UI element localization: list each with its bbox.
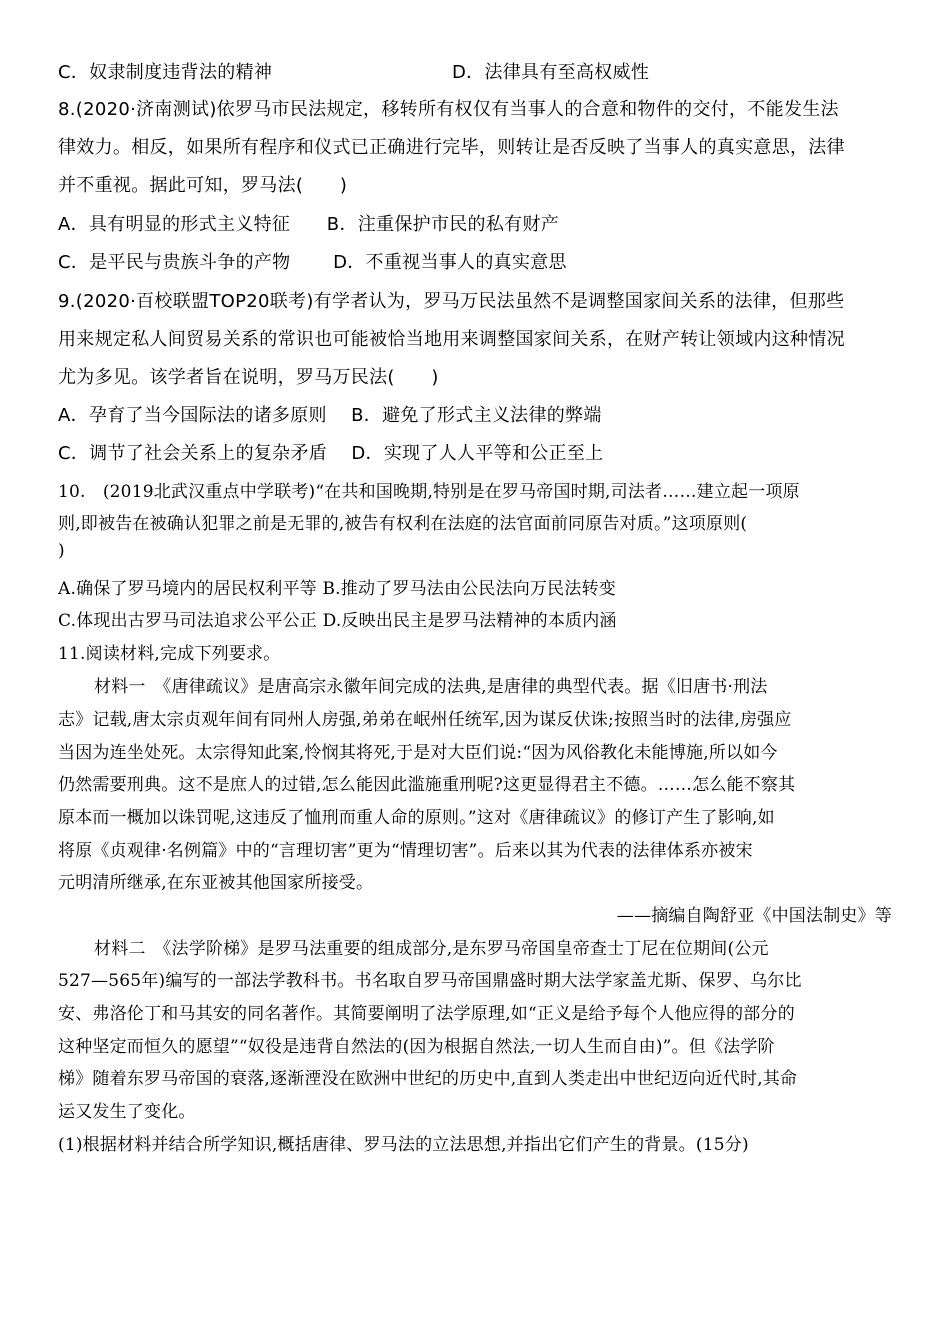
q8-stem-line-2: 律效力。相反，如果所有程序和仪式已正确进行完毕，则转让是否反映了当事人的真实意思，法律: [58, 137, 845, 158]
q9-options-cd: C．调节了社会关系上的复杂矛盾 D．实现了人人平等和公正至上: [58, 443, 604, 464]
q11-material1-line-4: 仍然需要刑典。这不是庶人的过错,怎么能因此滥施重刑呢?这更显得君主不德。……怎么能不察其: [58, 775, 796, 795]
q10-stem-line-2: 则,即被告在被确认犯罪之前是无罪的,被告有权利在法庭的法官面前同原告对质。”这项原则(: [58, 514, 748, 534]
q11-title: 11.阅读材料,完成下列要求。: [58, 644, 281, 664]
q11-material1-line-7: 元明清所继承,在东亚被其他国家所接受。: [58, 873, 374, 893]
q11-material1-line-1: 材料一 《唐律疏议》是唐高宗永徽年间完成的法典,是唐律的典型代表。据《旧唐书·刑法: [94, 677, 768, 697]
q11-material1-line-3: 当因为连坐处死。太宗得知此案,怜悯其将死,于是对大臣们说:“因为风俗教化未能博施,所以如今: [58, 743, 778, 763]
q11-material2-line-1: 材料二 《法学阶梯》是罗马法重要的组成部分,是东罗马帝国皇帝查士丁尼在位期间(公元: [94, 939, 769, 959]
q11-material1-line-2: 志》记载,唐太宗贞观年间有同州人房强,弟弟在岷州任统军,因为谋反伏诛;按照当时的法律,房强应: [58, 710, 792, 730]
q8-options-cd: C．是平民与贵族斗争的产物 D．不重视当事人的真实意思: [58, 252, 567, 273]
q9-stem-line-3: 尤为多见。该学者旨在说明，罗马万民法( ): [58, 367, 439, 388]
q11-material1-line-5: 原本而一概加以诛罚呢,这违反了恤刑而重人命的原则。”这对《唐律疏议》的修订产生了影响,如: [58, 808, 775, 828]
q7-option-d: D．法律具有至高权威性: [452, 62, 650, 83]
q11-material2-line-6: 运又发生了变化。: [58, 1102, 196, 1122]
q8-stem-line-1: 8.(2020·济南测试)依罗马市民法规定，移转所有权仅有当事人的合意和物件的交付，不能发生法: [58, 99, 839, 120]
q9-options-ab: A．孕育了当今国际法的诸多原则 B．避免了形式主义法律的弊端: [58, 405, 602, 426]
q11-material2-line-4: 这种坚定而恒久的愿望”“奴役是违背自然法的(因为根据自然法,一切人生而自由)”。但《法学阶: [58, 1037, 775, 1057]
q11-material2-line-2: 527—565年)编写的一部法学教科书。书名取自罗马帝国鼎盛时期大法学家盖尤斯、保罗、乌尔比: [58, 971, 802, 991]
q11-material2-line-3: 安、弗洛伦丁和马其安的同名著作。其简要阐明了法学原理,如“正义是给予每个人他应得的部分的: [58, 1004, 795, 1024]
q9-stem-line-2: 用来规定私人间贸易关系的常识也可能被恰当地用来调整国家间关系，在财产转让领域内这种情况: [58, 329, 845, 350]
q10-stem-line-1: 10. (2019北武汉重点中学联考)“在共和国晚期,特别是在罗马帝国时期,司法者……建立起一项原: [58, 482, 800, 502]
q11-material1-line-6: 将原《贞观律·名例篇》中的“言理切害”更为“情理切害”。后来以其为代表的法律体系亦被宋: [58, 841, 753, 861]
q9-stem-line-1: 9.(2020·百校联盟TOP20联考)有学者认为，罗马万民法虽然不是调整国家间关系的法律，但那些: [58, 291, 845, 312]
q8-stem-line-3: 并不重视。据此可知，罗马法( ): [58, 175, 348, 196]
q8-options-ab: A．具有明显的形式主义特征 B．注重保护市民的私有财产: [58, 214, 560, 235]
q11-material2-line-5: 梯》随着东罗马帝国的衰落,逐渐湮没在欧洲中世纪的历史中,直到人类走出中世纪迈向近代时,其命: [58, 1069, 798, 1089]
q10-stem-line-3: ): [58, 541, 65, 561]
q10-options-cd: C.体现出古罗马司法追求公平公正 D.反映出民主是罗马法精神的本质内涵: [58, 611, 617, 631]
q11-source1: ——摘编自陶舒亚《中国法制史》等: [616, 906, 892, 926]
q10-options-ab: A.确保了罗马境内的居民权利平等 B.推动了罗马法由公民法向万民法转变: [58, 579, 616, 599]
q11-question-1: (1)根据材料并结合所学知识,概括唐律、罗马法的立法思想,并指出它们产生的背景。(15分): [58, 1135, 749, 1155]
q7-option-c: C．奴隶制度违背法的精神: [58, 62, 273, 83]
